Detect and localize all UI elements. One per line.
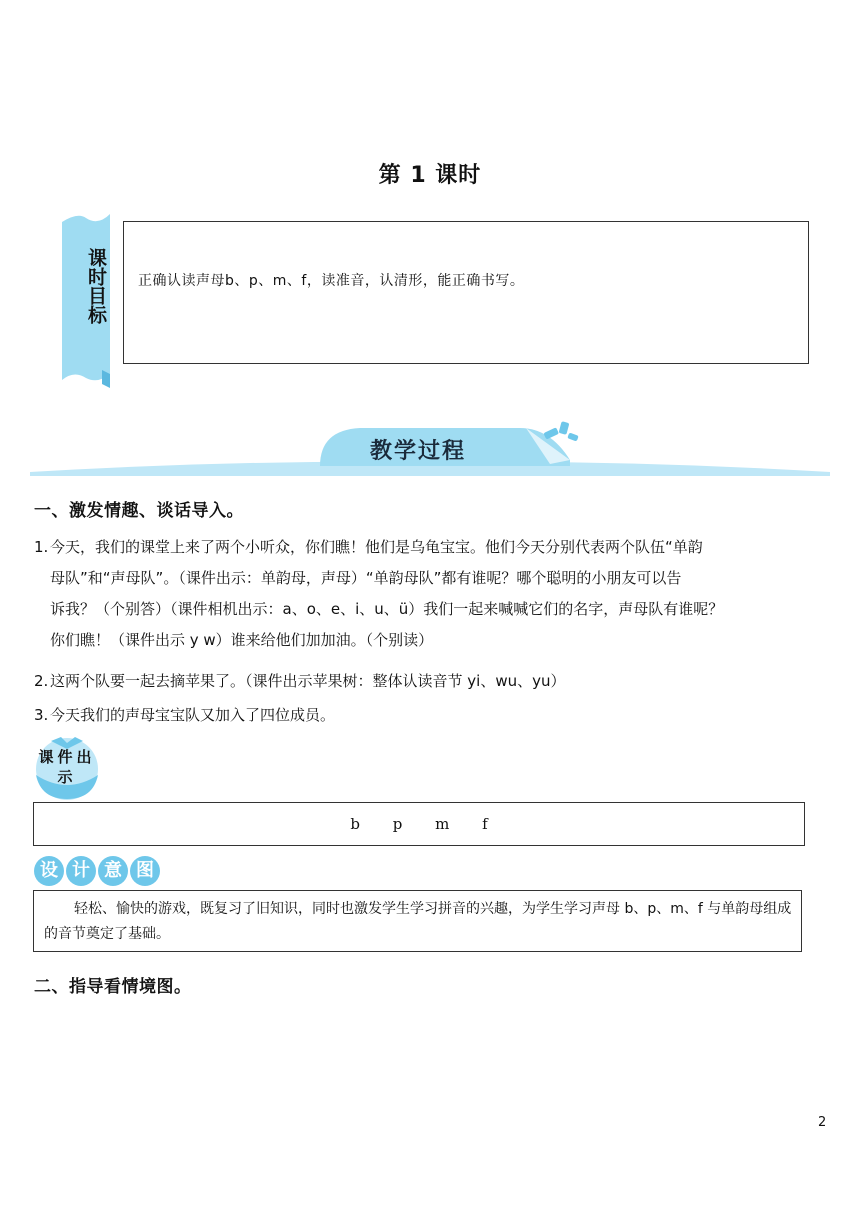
item-line: 今天，我们的课堂上来了两个小听众，你们瞧！他们是乌龟宝宝。他们今天分别代表两个队伍“单韵 (50, 538, 703, 556)
item-line: 诉我？（个别答）（课件相机出示：a、o、e、i、u、ü）我们一起来喊喊它们的名字，声母队有谁呢？ (50, 600, 724, 618)
goal-label: 课时目标 (85, 248, 107, 324)
goal-box (123, 221, 809, 364)
goal-text: 正确认读声母b、p、m、f，读准音，认清形，能正确书写。 (138, 273, 525, 289)
section-heading-2: 二、指导看情境图。 (34, 977, 192, 997)
item-number: 3. (34, 706, 49, 724)
courseware-letters: b p m f (350, 815, 488, 833)
design-tag-char: 计 (66, 856, 96, 886)
lesson-title: 第 1 课时 (378, 163, 482, 188)
design-box (33, 890, 802, 952)
section-heading-1: 一、激发情趣、谈话导入。 (34, 501, 244, 521)
item-line: 这两个队要一起去摘苹果了。（课件出示苹果树：整体认读音节 yi、wu、yu） (50, 672, 566, 690)
courseware-badge-label: 课件出示 (38, 748, 96, 786)
design-text: 轻松、愉快的游戏，既复习了旧知识，同时也激发学生学习拼音的兴趣，为学生学习声母 b、p、m、f 与单韵母组成的音节奠定了基础。 (44, 901, 792, 942)
item-line: 你们瞧！（课件出示 y w）谁来给他们加加油。（个别读） (50, 631, 434, 649)
design-tag-char: 意 (98, 856, 128, 886)
design-tag-char: 设 (34, 856, 64, 886)
list-item (34, 666, 829, 697)
design-tag-char: 图 (130, 856, 160, 886)
courseware-box (33, 802, 805, 846)
page-number: 2 (818, 1115, 827, 1130)
item-number: 1. (34, 538, 49, 556)
banner-label: 教学过程 (370, 439, 467, 464)
list-item (34, 700, 829, 731)
item-number: 2. (34, 672, 49, 690)
item-line: 今天我们的声母宝宝队又加入了四位成员。 (50, 706, 336, 724)
list-item (34, 532, 829, 656)
item-line: 母队”和“声母队”。（课件出示：单韵母，声母）“单韵母队”都有谁呢？哪个聪明的小朋友可以告 (50, 569, 682, 587)
